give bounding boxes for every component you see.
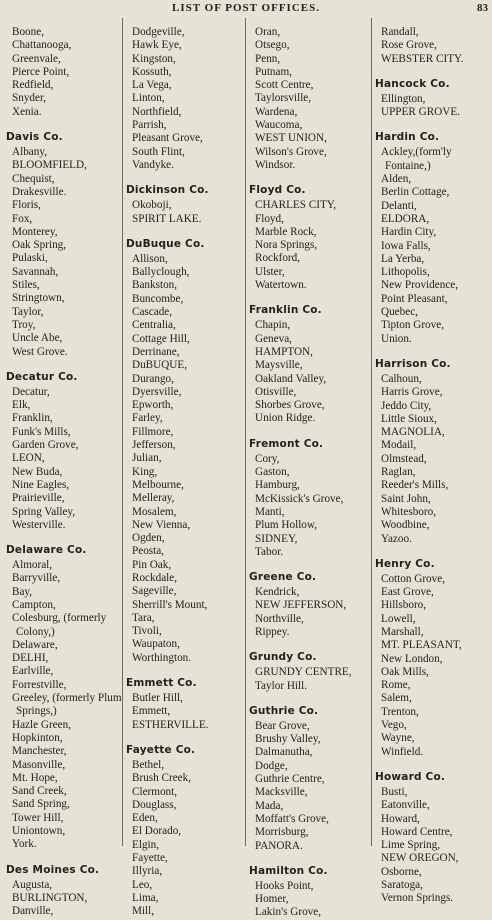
post-office-entry: UPPER GROVE. — [381, 106, 460, 119]
county-heading: Franklin Co. — [249, 304, 322, 317]
post-office-entry: Calhoun, — [381, 372, 422, 385]
post-office-entry: Marshall, — [381, 625, 424, 638]
post-office-entry: Alden, — [381, 173, 412, 186]
post-office-entry: Guthrie Centre, — [255, 773, 325, 786]
post-office-entry: Northfield, — [132, 105, 182, 118]
post-office-entry: La Yerba, — [381, 252, 425, 265]
post-office-entry: Brush Creek, — [132, 772, 192, 785]
post-office-entry: Sageville, — [132, 585, 177, 598]
post-office-entry: Delanti, — [381, 199, 417, 212]
post-office-entry: Elk, — [12, 399, 31, 412]
county-heading: Fayette Co. — [126, 743, 196, 756]
post-office-entry: Illyria, — [132, 865, 163, 878]
post-office-entry: Snyder, — [12, 92, 47, 105]
post-office-entry: Salem, — [381, 692, 412, 705]
post-office-entry: Farley, — [132, 412, 163, 425]
post-office-entry: LEON, — [12, 452, 45, 465]
post-office-entry: Emmett, — [132, 705, 171, 718]
post-office-entry: La Vega, — [132, 79, 172, 92]
post-office-entry: Quebec, — [381, 306, 418, 319]
post-office-entry: Prairieville, — [12, 492, 65, 505]
post-office-entry: York. — [12, 838, 37, 851]
post-office-entry: Rockdale, — [132, 571, 178, 584]
post-office-entry: Plum Hollow, — [255, 519, 318, 532]
post-office-entry: Floris, — [12, 199, 41, 212]
post-office-entry: WEBSTER CITY. — [381, 52, 464, 65]
post-office-entry: Julian, — [132, 452, 162, 465]
post-office-entry: Masonville, — [12, 758, 66, 771]
post-office-entry: McKissick's Grove, — [255, 492, 344, 505]
post-office-entry: Whitesboro, — [381, 505, 436, 518]
post-office-entry: Eatonville, — [381, 799, 430, 812]
post-office-entry: Lakin's Grove, — [255, 906, 322, 919]
post-office-entry: Taylorsville, — [255, 92, 312, 105]
post-office-entry: Ballyclough, — [132, 266, 190, 279]
post-office-entry: Rose Grove, — [381, 39, 437, 52]
post-office-entry: Oran, — [255, 26, 281, 38]
post-office-entry: Barryville, — [12, 572, 61, 585]
post-office-entry: BLOOMFIELD, — [12, 159, 87, 172]
post-office-entry: Lima, — [132, 891, 159, 904]
post-office-entry: Hillsboro, — [381, 599, 427, 612]
post-office-entry: Dyersville, — [132, 385, 182, 398]
county-heading: Greene Co. — [249, 571, 317, 584]
post-office-entry: Chequist, — [12, 172, 55, 185]
post-office-entry: Wilson's Grove, — [255, 145, 327, 158]
post-office-entry: Buncombe, — [132, 292, 184, 305]
post-office-entry: Centralia, — [132, 319, 176, 332]
column-1 — [6, 26, 122, 919]
post-office-entry: West Grove. — [12, 345, 68, 358]
post-office-entry: Vandyke. — [132, 158, 174, 171]
post-office-entry: Oak Mills, — [381, 665, 429, 678]
county-heading: Delaware Co. — [6, 544, 87, 557]
post-office-entry: Saint John, — [381, 492, 431, 505]
post-office-entry: Ulster, — [255, 265, 285, 278]
post-office-entry: Raglan, — [381, 466, 416, 479]
post-office-entry: Durango, — [132, 372, 174, 385]
post-office-entry: Winfield. — [381, 745, 424, 758]
post-office-entry: HAMPTON, — [255, 345, 313, 358]
post-office-entry: Shorbes Grove, — [255, 399, 325, 412]
county-heading: Dickinson Co. — [126, 184, 209, 197]
post-office-entry: Decatur, — [12, 385, 50, 398]
post-office-entry: Mosalem, — [132, 505, 177, 518]
post-office-entry: Scott Centre, — [255, 79, 314, 92]
post-office-entry: New Buda, — [12, 465, 63, 478]
post-office-entry: Chattanooga, — [12, 39, 72, 52]
post-office-entry: Dodgeville, — [132, 26, 185, 38]
post-office-entry: Chapin, — [255, 319, 291, 332]
post-office-entry: Northville, — [255, 612, 304, 625]
post-office-entry: Sand Spring, — [12, 798, 70, 811]
post-office-entry: Taylor Hill. — [255, 679, 308, 692]
post-office-entry: Greeley, (formerly Plum Springs,) — [12, 692, 122, 718]
post-office-entry: Elgin, — [132, 838, 160, 851]
post-office-entry: Otisville, — [255, 385, 297, 398]
post-office-entry: Uncle Abe, — [12, 332, 63, 345]
post-office-entry: Ackley,(form'ly Fontaine,) — [381, 146, 452, 172]
post-office-entry: GRUNDY CENTRE, — [255, 666, 352, 679]
post-office-entry: Yazoo. — [381, 532, 412, 545]
post-office-entry: Parrish, — [132, 119, 167, 132]
post-office-entry: Uniontown, — [12, 825, 66, 838]
post-office-entry: Wardena, — [255, 105, 298, 118]
post-office-entry: Gaston, — [255, 466, 290, 479]
page-title: LIST OF POST OFFICES. — [172, 2, 320, 14]
post-office-entry: Clermont, — [132, 785, 178, 798]
post-office-entry: Delaware, — [12, 638, 58, 651]
post-office-entry: Tivoli, — [132, 625, 162, 638]
post-office-entry: Forrestville, — [12, 678, 67, 691]
post-office-entry: BURLINGTON, — [12, 891, 88, 904]
post-office-entry: Stiles, — [12, 279, 40, 292]
post-office-entry: Peosta, — [132, 545, 165, 558]
post-office-entry: PANORA. — [255, 839, 303, 852]
post-office-entry: Windsor. — [255, 158, 296, 171]
post-office-entry: ESTHERVILLE. — [132, 718, 209, 731]
post-office-entry: Okoboji, — [132, 199, 172, 212]
post-office-entry: Fox, — [12, 212, 33, 225]
post-office-entry: Greenvale, — [12, 52, 61, 65]
post-office-entry: Dalmanutha, — [255, 746, 313, 759]
post-office-entry: Oak Spring, — [12, 239, 67, 252]
county-heading: Decatur Co. — [6, 370, 78, 383]
post-office-entry: NEW JEFFERSON, — [255, 599, 347, 612]
post-office-entry: Bethel, — [132, 758, 165, 771]
post-office-entry: Homer, — [255, 893, 289, 906]
county-heading: Emmett Co. — [126, 677, 197, 690]
post-office-entry: Melbourne, — [132, 478, 184, 491]
post-office-entry: Wayne, — [381, 732, 415, 745]
post-office-entry: Franklin, — [12, 412, 53, 425]
post-office-entry: Linton, — [132, 92, 165, 105]
page-header — [0, 0, 492, 16]
post-office-entry: Osborne, — [381, 865, 422, 878]
post-office-entry: Moffatt's Grove, — [255, 812, 329, 825]
post-office-entry: Rome, — [381, 679, 411, 692]
post-office-entry: DuBUQUE, — [132, 359, 188, 372]
post-office-entry: Vego, — [381, 719, 407, 732]
post-office-entry: Iowa Falls, — [381, 239, 431, 252]
post-office-entry: Melleray, — [132, 492, 175, 505]
post-office-entry: Bay, — [12, 585, 33, 598]
post-office-entry: Woodbine, — [381, 519, 430, 532]
post-office-entry: Hazle Green, — [12, 718, 72, 731]
post-office-entry: Hawk Eye, — [132, 39, 182, 52]
post-office-entry: Hardin City, — [381, 226, 437, 239]
post-office-entry: Hamburg, — [255, 479, 300, 492]
post-office-entry: Albany, — [12, 146, 48, 159]
post-office-entry: Howard Centre, — [381, 825, 453, 838]
post-office-entry: Dodge, — [255, 759, 288, 772]
post-office-entry: Epworth, — [132, 399, 174, 412]
post-office-entry: Berlin Cottage, — [381, 186, 450, 199]
post-office-entry: Cascade, — [132, 306, 173, 319]
post-office-entry: WEST UNION, — [255, 132, 327, 145]
post-office-entry: MAGNOLIA, — [381, 426, 445, 439]
post-office-entry: Vernon Springs. — [381, 892, 454, 905]
post-office-entry: Monterey, — [12, 225, 58, 238]
post-office-entry: Trenton, — [381, 705, 419, 718]
county-heading: Grundy Co. — [249, 651, 317, 664]
post-office-entry: East Grove, — [381, 586, 434, 599]
county-heading: Harrison Co. — [375, 357, 451, 370]
post-office-entry: Floyd, — [255, 212, 284, 225]
post-office-entry: Pulaski, — [12, 252, 48, 265]
post-office-entry: Brushy Valley, — [255, 733, 321, 746]
post-office-entry: CHARLES CITY, — [255, 199, 337, 212]
post-office-entry: Kingston, — [132, 52, 176, 65]
post-office-entry: Fayette, — [132, 852, 168, 865]
post-office-entry: King, — [132, 465, 158, 478]
county-heading: Henry Co. — [375, 557, 435, 570]
post-office-entry: Bear Grove, — [255, 719, 310, 732]
post-office-entry: Douglass, — [132, 798, 177, 811]
post-office-entry: MT. PLEASANT, — [381, 639, 462, 652]
post-office-entry: Eden, — [132, 812, 158, 825]
post-office-entry: Hooks Point, — [255, 879, 314, 892]
post-office-entry: Garden Grove, — [12, 439, 79, 452]
post-office-entry: Troy, — [12, 318, 36, 331]
county-heading: DuBuque Co. — [126, 237, 205, 250]
post-office-entry: El Dorado, — [132, 825, 182, 838]
post-office-entry: Lime Spring, — [381, 839, 441, 852]
post-office-entry: Penn, — [255, 52, 281, 65]
post-office-entry: Ellington, — [381, 92, 426, 105]
post-office-entry: Drakesville. — [12, 185, 67, 198]
post-office-entry: Butler Hill, — [132, 692, 183, 705]
post-office-entry: Leo, — [132, 878, 153, 891]
post-office-entry: Otsego, — [255, 39, 290, 52]
post-office-entry: Marble Rock, — [255, 225, 317, 238]
post-office-entry: Rockford, — [255, 252, 301, 265]
post-office-entry: Taylor, — [12, 305, 44, 318]
post-office-entry: Cotton Grove, — [381, 572, 446, 585]
post-office-entry: New Providence, — [381, 279, 459, 292]
post-office-entry: Harris Grove, — [381, 386, 443, 399]
post-office-entry: Busti, — [381, 785, 408, 798]
column-4 — [375, 26, 492, 906]
post-office-entry: Westerville. — [12, 518, 66, 531]
post-office-entry: Oakland Valley, — [255, 372, 327, 385]
post-office-entry: Saratoga, — [381, 879, 423, 892]
post-office-entry: Nine Eagles, — [12, 478, 70, 491]
post-office-entry: Tara, — [132, 611, 155, 624]
post-office-entry: NEW OREGON, — [381, 852, 459, 865]
post-office-entry: New Vienna, — [132, 518, 191, 531]
post-office-entry: Earlville, — [12, 665, 54, 678]
post-office-entry: Xenia. — [12, 105, 42, 118]
post-office-entry: Waucoma, — [255, 119, 303, 132]
post-office-entry: Spring Valley, — [12, 505, 76, 518]
post-office-entry: Boone, — [12, 26, 45, 38]
post-office-entry: Morrisburg, — [255, 826, 309, 839]
county-heading: Howard Co. — [375, 770, 446, 783]
column-2 — [126, 26, 244, 919]
post-office-entry: Randall, — [381, 26, 419, 38]
post-office-entry: Colesburg, (formerly Colony,) — [12, 612, 107, 638]
post-office-entry: Macksville, — [255, 786, 308, 799]
post-office-entry: Funk's Mills, — [12, 425, 71, 438]
post-office-entry: Waupaton, — [132, 638, 180, 651]
post-office-entry: Lowell, — [381, 612, 416, 625]
post-office-entry: Pleasant Grove, — [132, 132, 203, 145]
post-office-entry: Modail, — [381, 439, 417, 452]
post-office-entry: Sand Creek, — [12, 785, 67, 798]
post-office-entry: New London, — [381, 652, 443, 665]
county-heading: Guthrie Co. — [249, 704, 319, 717]
post-office-entry: Cottage Hill, — [132, 332, 190, 345]
column-3 — [249, 26, 373, 920]
post-office-entry: Manti, — [255, 505, 285, 518]
post-office-entry: Lithopolis, — [381, 266, 430, 279]
post-office-entry: Union. — [381, 332, 412, 345]
post-office-entry: Tower Hill, — [12, 811, 64, 824]
post-office-entry: South Flint, — [132, 145, 185, 158]
post-office-entry: Mt. Hope, — [12, 771, 58, 784]
post-office-entry: Jeddo City, — [381, 399, 432, 412]
county-heading: Des Moines Co. — [6, 863, 100, 876]
post-office-entry: Savannah, — [12, 265, 59, 278]
county-heading: Hancock Co. — [375, 77, 450, 90]
post-office-entry: Kossuth, — [132, 65, 172, 78]
post-office-entry: Pin Oak, — [132, 558, 172, 571]
post-office-entry: Reeder's Mills, — [381, 479, 449, 492]
post-office-entry: Pierce Point, — [12, 65, 70, 78]
post-office-entry: Tipton Grove, — [381, 319, 444, 332]
post-office-entry: Putnam, — [255, 65, 292, 78]
post-office-entry: Rippey. — [255, 625, 290, 638]
post-office-entry: Ogden, — [132, 532, 165, 545]
county-heading: Davis Co. — [6, 131, 63, 144]
post-office-entry: Union Ridge. — [255, 412, 316, 425]
post-office-entry: DELHI, — [12, 652, 49, 665]
post-office-entry: Little Sioux, — [381, 412, 437, 425]
county-heading: Fremont Co. — [249, 437, 324, 450]
post-office-entry: Manchester, — [12, 745, 67, 758]
post-office-entry: Howard, — [381, 812, 420, 825]
post-office-entry: Sherrill's Mount, — [132, 598, 208, 611]
county-heading: Hamilton Co. — [249, 864, 328, 877]
post-office-entry: Maysville, — [255, 359, 303, 372]
post-office-entry: Stringtown, — [12, 292, 65, 305]
post-office-entry: Watertown. — [255, 279, 307, 292]
post-office-entry: Olmstead, — [381, 452, 427, 465]
post-office-entry: Augusta, — [12, 878, 53, 891]
post-office-entry: Worthington. — [132, 651, 192, 664]
post-office-entry: Jefferson, — [132, 439, 176, 452]
column-divider — [122, 18, 123, 846]
post-office-entry: Kendrick, — [255, 586, 300, 599]
post-office-entry: Hopkinton, — [12, 731, 63, 744]
post-office-entry: Danville, — [12, 905, 54, 918]
post-office-entry: Mill, — [132, 905, 155, 918]
post-office-entry: SIDNEY, — [255, 532, 298, 545]
post-office-entry: Redfield, — [12, 79, 54, 92]
post-office-entry: Almoral, — [12, 559, 53, 572]
post-office-entry: Mada, — [255, 799, 284, 812]
page-number: 83 — [477, 2, 488, 14]
post-office-entry: SPIRIT LAKE. — [132, 212, 202, 225]
post-office-entry: Derrinane, — [132, 345, 180, 358]
column-divider — [245, 18, 246, 846]
post-office-entry: ELDORA, — [381, 212, 430, 225]
post-office-entry: Bankston, — [132, 279, 178, 292]
post-office-entry: Tabor. — [255, 545, 284, 558]
county-heading: Hardin Co. — [375, 131, 440, 144]
post-office-entry: Geneva, — [255, 332, 292, 345]
county-heading: Floyd Co. — [249, 184, 306, 197]
post-office-entry: Fillmore, — [132, 425, 174, 438]
post-office-entry: Campton, — [12, 598, 56, 611]
post-office-entry: Nora Springs, — [255, 239, 318, 252]
post-office-entry: Cory, — [255, 452, 280, 465]
post-office-entry: Point Pleasant, — [381, 292, 448, 305]
post-office-entry: Allison, — [132, 252, 168, 265]
